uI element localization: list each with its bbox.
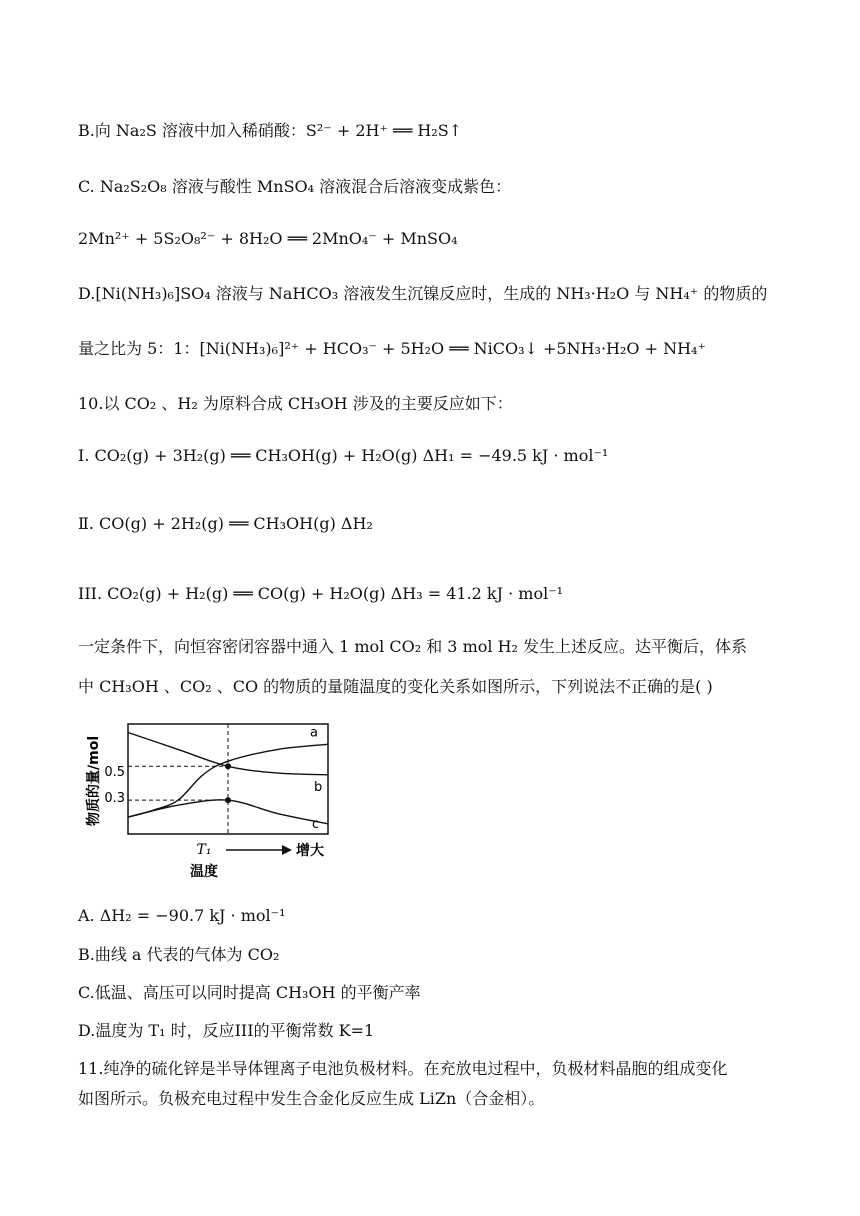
x-direction-arrowhead	[282, 845, 292, 855]
line-prompt: 中 CH₃OH 、CO₂ 、CO 的物质的量随温度的变化关系如图所示，下列说法不正确的是( )	[78, 677, 713, 696]
y-tick-03: 0.3	[104, 791, 125, 806]
line-question-10: 10.以 CO₂ 、H₂ 为原料合成 CH₃OH 涉及的主要反应如下：	[78, 394, 513, 413]
line-condition: 一定条件下，向恒容密闭容器中通入 1 mol CO₂ 和 3 mol H₂ 发生上述反应。达平衡后，体系	[78, 637, 748, 656]
x-axis-label: 温度	[190, 864, 218, 880]
equilibrium-chart	[78, 714, 338, 894]
line-option-d: D.[Ni(NH₃)₆]SO₄ 溶液与 NaHCO₃ 溶液发生沉镍反应时，生成的 NH₃·H₂O 与 NH₄⁺ 的物质的	[78, 284, 768, 303]
line-option-b: B.向 Na₂S 溶液中加入稀硝酸：S²⁻ + 2H⁺ ══ H₂S↑	[78, 121, 463, 140]
choice-a: A. ΔH₂ = −90.7 kJ · mol⁻¹	[78, 906, 286, 925]
line-option-c: C. Na₂S₂O₈ 溶液与酸性 MnSO₄ 溶液混合后溶液变成紫色：	[78, 177, 512, 196]
y-axis-label: 物质的量/mol	[86, 735, 102, 826]
line-reaction-1: I. CO₂(g) + 3H₂(g) ══ CH₃OH(g) + H₂O(g) ΔH₁ = −49.5 kJ · mol⁻¹	[78, 446, 609, 465]
x-marker-t1: T₁	[196, 842, 212, 858]
choice-d: D.温度为 T₁ 时，反应III的平衡常数 K=1	[78, 1021, 375, 1040]
y-tick-05: 0.5	[104, 765, 125, 780]
line-equation-d: 量之比为 5：1：[Ni(NH₃)₆]²⁺ + HCO₃⁻ + 5H₂O ══ NiCO₃↓ +5NH₃·H₂O + NH₄⁺	[78, 339, 706, 358]
line-question-11-cont: 如图所示。负极充电过程中发生合金化反应生成 LiZn（合金相）。	[78, 1089, 545, 1108]
series-label-a: a	[310, 725, 318, 741]
intersection-point-1	[225, 797, 231, 803]
series-label-b: b	[314, 779, 323, 795]
x-direction-label: 增大	[296, 843, 324, 859]
intersection-point-0	[225, 763, 231, 769]
series-label-c: c	[312, 816, 320, 832]
line-reaction-3: III. CO₂(g) + H₂(g) ══ CO(g) + H₂O(g) ΔH₃ = 41.2 kJ · mol⁻¹	[78, 584, 564, 603]
line-equation-c: 2Mn²⁺ + 5S₂O₈²⁻ + 8H₂O ══ 2MnO₄⁻ + MnSO₄	[78, 229, 458, 248]
line-question-11: 11.纯净的硫化锌是半导体锂离子电池负极材料。在充放电过程中，负极材料晶胞的组成变化	[78, 1059, 728, 1078]
choice-c: C.低温、高压可以同时提高 CH₃OH 的平衡产率	[78, 983, 421, 1002]
choice-b: B.曲线 a 代表的气体为 CO₂	[78, 945, 280, 964]
line-reaction-2: Ⅱ. CO(g) + 2H₂(g) ══ CH₃OH(g) ΔH₂	[78, 514, 373, 533]
